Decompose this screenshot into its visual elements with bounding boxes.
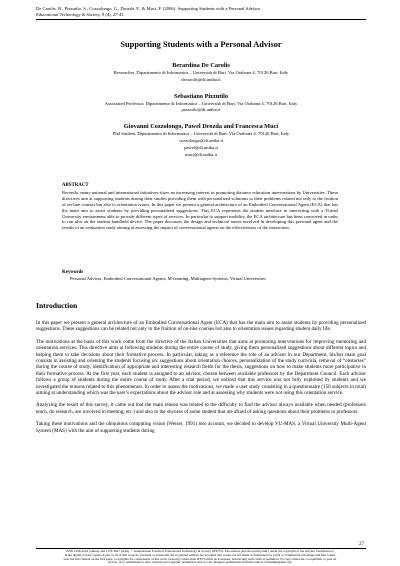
paper-title: Supporting Students with a Personal Advisor (120, 40, 282, 49)
keywords (62, 270, 338, 282)
author-block (36, 61, 366, 84)
author-email: pawel@di.uniba.it (184, 144, 218, 150)
author-affiliation: Phd Student, Dipartimento di Informatica – Università di Bari, Via Orabona 4, 70126 Bari, Italy (112, 131, 290, 137)
author-name: Sebastiano Pizzutilo (173, 92, 229, 100)
paragraph: The motivations at the basis of this work come from the directive of the Italian Universities that aims at promoting interventions for improving mentoring and orientation services. This directive aims at following students during the entire course of study, giving them personalized suggestions about different topics and helping them to take decisions about their formative process. In particular, taking as a reference the role of an advisor in our Department, his/her main goal consists in assisting and orienting the students focusing on: suggestions about orientation choices, personalization of the study curricula, removal of “obstacles” during the course of study, identification of appropriate and interesting research fields for the thesis, suggestions on how to make students more participative in their formative process. At the first year, each student is assigned to an advisor, chosen between available professors by the Department Council. Each advisor follows a group of students during the entire course of study. After a trial period, we noticed that this service was not fully exploited by students and we investigated the reasons related to this phenomenon. In order to assess the motivations, we made a user study consisting in a questionnaire (150 subjects in total) aiming at understanding which was the user’s expectations about the advisor role and at assessing why students were not using this orientation service. (36, 338, 366, 397)
header-divider (36, 19, 366, 20)
keywords-text: Personal Advisor, Embodied Conversational Agents, M-learning, Multiagent-Systems, Virtual Universities (70, 276, 266, 281)
author-name: Giovanni Cozzolongo, Pawel Drozda and Francesca Muci (123, 123, 279, 131)
paragraph: In this paper we present a general architecture of an Embodied Conversational Agent (ECA) that has the main aim to assist students by providing personalized suggestions. These suggestions can be related not only to the fruition of on-line courses but also to orientation issues regarding student daily life. (36, 320, 366, 333)
keywords-heading: Keywords (62, 270, 84, 275)
author-affiliation: Associated Professor, Dipartimento di Informatica – Università di Bari, Via Orabona 4, 70126 Bari, Italy (104, 100, 298, 106)
header-journal: Educational Technology & Society, 9 (4), 27-41. (36, 12, 125, 17)
abstract (62, 183, 338, 231)
abstract-heading: ABSTRACT (62, 183, 89, 188)
page-number: 27 (359, 542, 364, 547)
header-citation: De Carolis, B., Pizzutilo, S., Cozzolongo, G., Drozda, P., & Muci, F. (2006). Supporting Students with a Personal Advisor. (36, 6, 261, 11)
author-affiliation: Researcher ,Dipartimento di Informatica – Università di Bari, Via Orabona 4, 70126 Bari, Italy (113, 70, 289, 75)
author-email: cozzolongo@di.uniba.it (178, 137, 224, 143)
abstract-text: Recently, many national and international initiatives show an increasing interest in promoting distance education interventions by Universities. These directives aim at supporting students during their studies providing them with personalized solutions to their problems related not only to the fruition of on-line courses but also to orientation issues. In this paper we present a general architecture of an Embodied Conversational Agent (ECA) that has the main aim to assist students by providing personalized suggestions. This ECA represents the student interface in interacting with a Virtual University environment able to provide different types of services. In particular to support mobility, the ECA architecture has been conceived in order to run also on the student handheld device. The paper discusses the design and technical issues involved in developing this personal agent and the results of an evaluation study aiming at assessing the impact of conversational agents on the effectiveness of the interaction. (62, 189, 338, 231)
author-email: decarolis@di.uniba.it (181, 76, 221, 82)
section-heading: Introduction (36, 301, 78, 310)
paragraph: Taking these motivations and the ubiquitous computing vision (Weiser, 1991) into account, we decided to develop VU-MAS, a Virtual University Multi-Agent System (MAS) with the aim of supporting students during (36, 421, 366, 434)
copyright-footer: ISSN 1436-4522 (online) and 1176-3647 (print). © International Forum of Educational Technology & Society (IFETS). The authors and the forum jointly retain the copyright of the articles. Permission to make digital or hard copies of part or all of this work for personal or classroom use is granted without fee provided that copies are not made or distributed for profit or commercial advantage and that copies bear the full citation on the first page. Copyrights for components of this work owned by others than IFETS must be honoured. Abstracting with credit is permitted. To copy otherwise, to republish, to post on servers, or to redistribute to lists, requires prior specific permission and/or a fee. Request permissions from the editors at kinshuk@ieee.org. (63, 549, 337, 565)
paragraph: Analyzing the result of this survey, it came out that the main reason was related to the difficulty to find the advisor always available when needed (professors teach, do research, are involved in meeting, etc.) and also to the shyness of some student that are afraid of asking questions about their problems to professors. (36, 402, 366, 415)
body-text (36, 320, 366, 440)
running-header (36, 6, 366, 18)
author-block (36, 92, 366, 115)
author-block (36, 122, 366, 158)
author-email: muci@di.uniba.it (184, 151, 218, 157)
author-list (36, 61, 366, 166)
author-name: Berardina De Carolis (172, 62, 230, 69)
author-email: pizzutilo@di.uniba.it (181, 107, 221, 113)
